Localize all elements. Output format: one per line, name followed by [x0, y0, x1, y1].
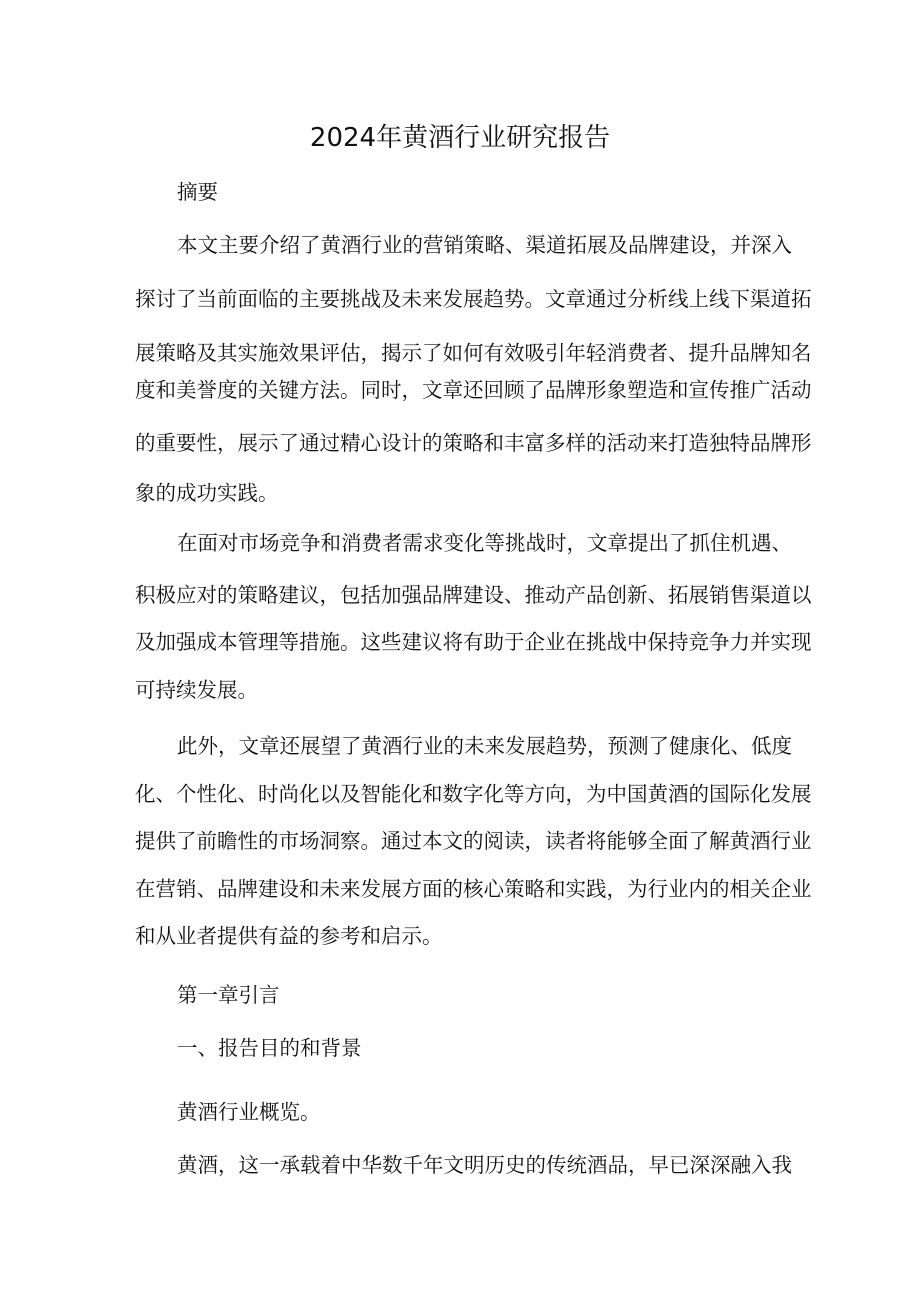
paragraph-line: 度和美誉度的关键方法。同时，文章还回顾了品牌形象塑造和宣传推广活动 — [135, 378, 812, 402]
paragraph-line: 可持续发展。 — [135, 678, 258, 702]
intro-line: 黄酒，这一承载着中华数千年文明历史的传统酒品，早已深深融入我 — [177, 1153, 792, 1177]
paragraph-line: 积极应对的策略建议，包括加强品牌建设、推动产品创新、拓展销售渠道以 — [135, 583, 812, 607]
paragraph-line: 本文主要介绍了黄酒行业的营销策略、渠道拓展及品牌建设，并深入 — [177, 233, 792, 257]
paragraph-line: 化、个性化、时尚化以及智能化和数字化等方向，为中国黄酒的国际化发展 — [135, 782, 812, 806]
chapter-heading: 第一章引言 — [177, 983, 280, 1007]
paragraph-line: 在面对市场竞争和消费者需求变化等挑战时，文章提出了抓住机遇、 — [177, 531, 792, 555]
abstract-heading: 摘要 — [177, 180, 218, 204]
paragraph-line: 象的成功实践。 — [135, 481, 279, 505]
paragraph-line: 探讨了当前面临的主要挑战及未来发展趋势。文章通过分析线上线下渠道拓 — [135, 287, 812, 311]
document-title: 2024年黄酒行业研究报告 — [309, 123, 611, 153]
paragraph-line: 展策略及其实施效果评估，揭示了如何有效吸引年轻消费者、提升品牌知名 — [135, 341, 812, 365]
subsection-heading: 黄酒行业概览。 — [177, 1100, 321, 1124]
paragraph-line: 及加强成本管理等措施。这些建议将有助于企业在挑战中保持竞争力并实现 — [135, 630, 812, 654]
paragraph-line: 此外，文章还展望了黄酒行业的未来发展趋势，预测了健康化、低度 — [177, 734, 792, 758]
section-heading: 一、报告目的和背景 — [177, 1036, 362, 1060]
paragraph-line: 在营销、品牌建设和未来发展方面的核心策略和实践，为行业内的相关企业 — [135, 877, 812, 901]
paragraph-line: 提供了前瞻性的市场洞察。通过本文的阅读，读者将能够全面了解黄酒行业 — [135, 829, 812, 853]
paragraph-line: 的重要性，展示了通过精心设计的策略和丰富多样的活动来打造独特品牌形 — [135, 431, 812, 455]
paragraph-line: 和从业者提供有益的参考和启示。 — [135, 924, 443, 948]
